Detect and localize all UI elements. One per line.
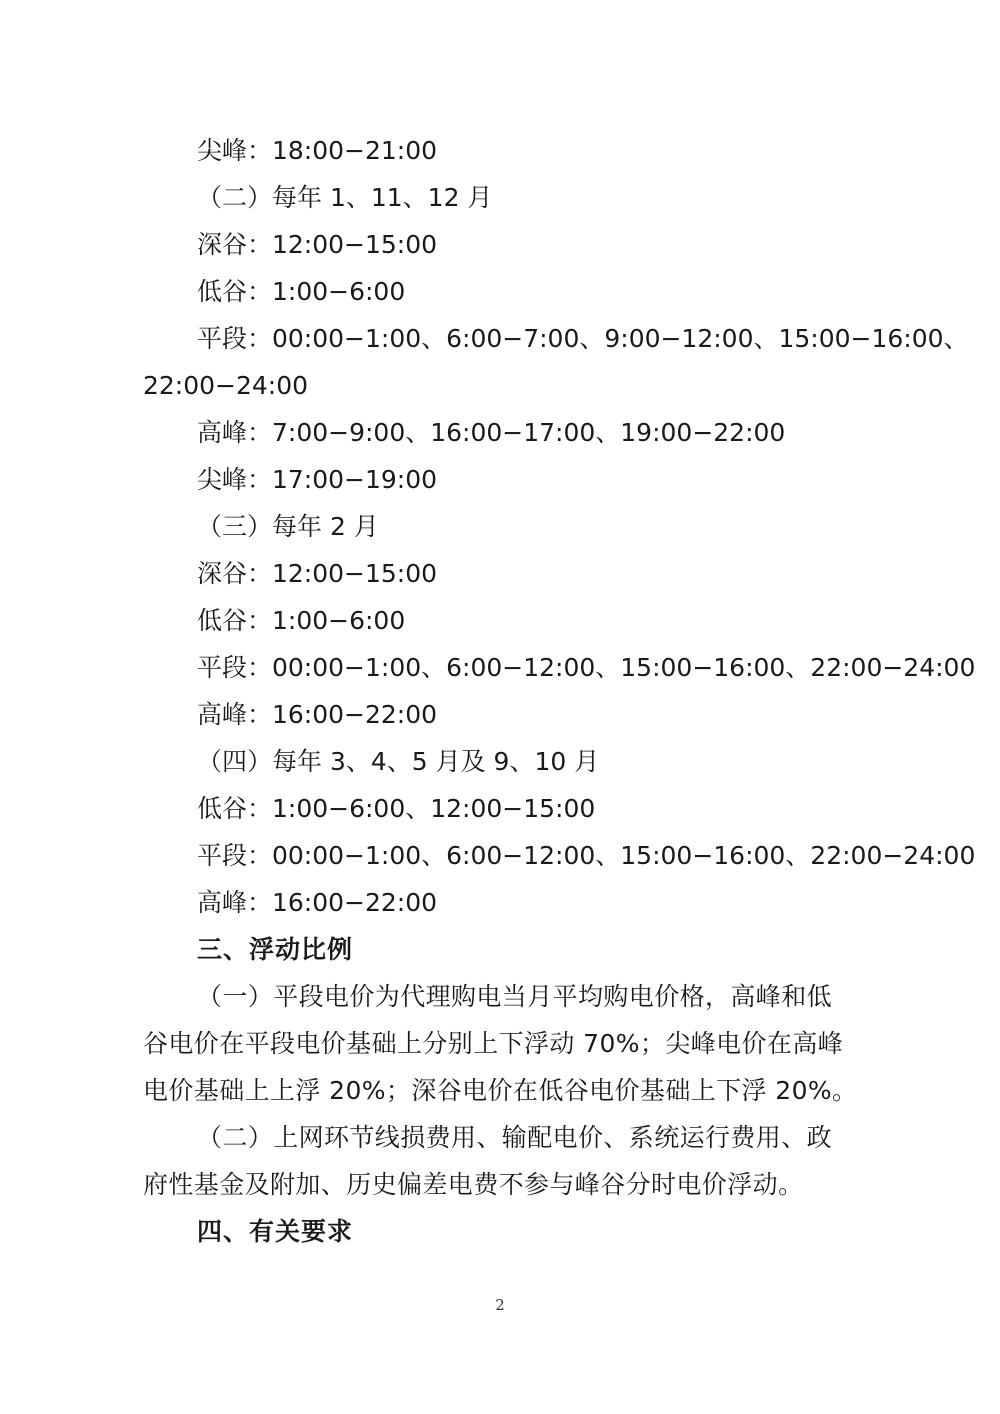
subheading-mar-apr-may-sep-oct: （四）每年 3、4、5 月及 9、10 月 xyxy=(197,747,600,776)
paragraph-1-line-2: 谷电价在平段电价基础上分别上下浮动 70%；尖峰电价在高峰 xyxy=(143,1029,844,1058)
text-line-peak-3: 高峰：16:00−22:00 xyxy=(197,888,438,917)
section-heading-requirements: 四、有关要求 xyxy=(197,1217,354,1246)
text-line-valley-2: 低谷：1:00−6:00 xyxy=(197,606,406,635)
text-line-deep-valley-2: 深谷：12:00−15:00 xyxy=(197,559,438,588)
text-line-flat-1-cont: 22:00−24:00 xyxy=(143,371,309,400)
section-heading-floating-ratio: 三、浮动比例 xyxy=(197,935,354,964)
text-line-flat-1: 平段：00:00−1:00、6:00−7:00、9:00−12:00、15:00−16:00、 xyxy=(197,324,969,353)
text-line-sharp-peak-2: 尖峰：17:00−19:00 xyxy=(197,465,438,494)
text-line-flat-3: 平段：00:00−1:00、6:00−12:00、15:00−16:00、22:00−24:00 xyxy=(197,841,976,870)
paragraph-2-line-1: （二）上网环节线损费用、输配电价、系统运行费用、政 xyxy=(197,1123,833,1152)
page-number: 2 xyxy=(495,1296,505,1314)
text-line-valley-1: 低谷：1:00−6:00 xyxy=(197,277,406,306)
paragraph-1-line-1: （一）平段电价为代理购电当月平均购电价格，高峰和低 xyxy=(197,982,833,1011)
text-line-peak-1: 高峰：7:00−9:00、16:00−17:00、19:00−22:00 xyxy=(197,418,786,447)
subheading-jan-nov-dec: （二）每年 1、11、12 月 xyxy=(197,183,493,212)
text-line-flat-2: 平段：00:00−1:00、6:00−12:00、15:00−16:00、22:00−24:00 xyxy=(197,653,976,682)
subheading-feb: （三）每年 2 月 xyxy=(197,512,379,541)
text-line-sharp-peak-1: 尖峰：18:00−21:00 xyxy=(197,136,438,165)
paragraph-2-line-2: 府性基金及附加、历史偏差电费不参与峰谷分时电价浮动。 xyxy=(143,1170,804,1199)
text-line-valley-3: 低谷：1:00−6:00、12:00−15:00 xyxy=(197,794,596,823)
paragraph-1-line-3: 电价基础上上浮 20%；深谷电价在低谷电价基础上下浮 20%。 xyxy=(143,1076,858,1105)
text-line-deep-valley-1: 深谷：12:00−15:00 xyxy=(197,230,438,259)
text-line-peak-2: 高峰：16:00−22:00 xyxy=(197,700,438,729)
